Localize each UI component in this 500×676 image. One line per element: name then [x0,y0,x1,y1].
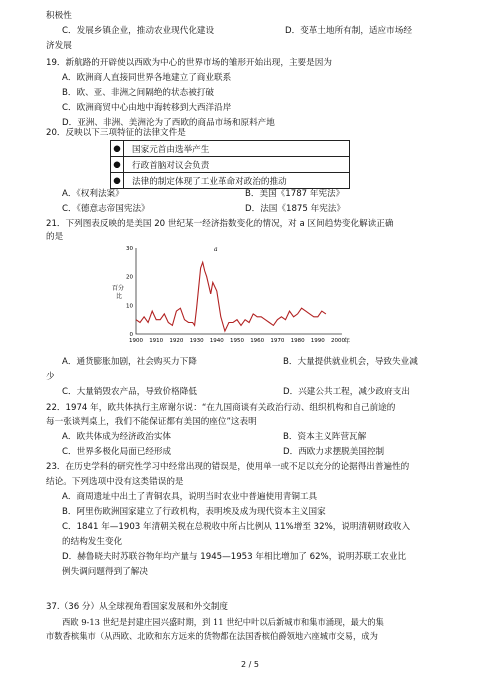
option-21b: B．大量提供就业机会，导致失业减 [283,357,418,367]
option-23b: B．阿里伤欧洲国家建立了行政机构，表明埃及成为现代资本主义国家 [62,507,326,517]
option-23c-cont: 的结构发生变化 [62,537,123,547]
option-23c: C．1841 年—1903 年清朝关税在总税收中所占比例从 11%增至 32%，说明清朝财政收入 [62,522,411,532]
page-number: 2 / 5 [241,660,259,669]
option-22c: C．世界多极化局面已经形成 [62,447,172,457]
x-tick-label: 1920 [169,338,184,344]
option-18d-cont: 济发展 [46,41,72,51]
question-23: 23．在历史学科的研究性学习中经常出现的错误是，使用单一或不足以充分的论据得出普遍性的 [46,462,410,472]
option-19b: B．欧、亚、非洲之间隔绝的状态被打破 [62,88,214,98]
option-20b: B．美国《1787 年宪法》 [245,189,345,199]
chart-ticks [126,246,345,344]
option-23d-cont: 例失调问题得到了解决 [62,567,148,577]
x-tick-label: 1980 [290,338,305,344]
option-22b: B．资本主义阵营瓦解 [283,432,367,442]
option-21a: A．通货膨胀加剧，社会购买力下降 [62,357,197,367]
option-23d: D．赫鲁晓夫时苏联谷物年均产量与 1945—1953 年相比增加了 62%，说明苏联工农业比 [62,552,407,562]
table-row: 法律的制定体现了工业革命对政治的推动 [124,173,350,189]
question-21-cont: 的是 [46,232,64,242]
y-tick-label: 0 [129,332,133,338]
x-tick-label: 2000 [331,338,345,344]
economic-index-chart [106,242,356,352]
question-23-cont: 结论。下列选项中没有这类错误的是 [46,477,184,487]
annotation-a: a [214,246,218,253]
option-23a: A．商周遗址中出土了青铜农具，说明当时农业中普遍使用青铜工具 [62,492,318,502]
option-21b-cont: 少 [46,372,55,382]
question-37: 37.（36 分）从全球视角看国家发展和外交制度 [46,602,229,612]
series-line [136,262,326,331]
y-tick-label: 30 [126,246,133,252]
question-22-cont: 每一张谈判桌上，我们不能保证都有美国的座位”这表明 [46,417,257,427]
table-row: 国家元首由选举产生 [124,141,350,157]
y-tick-label: 10 [126,303,133,310]
x-tick-label: 1900 [129,338,143,344]
bullet-icon: ● [111,141,124,157]
x-tick-label: 1910 [149,338,164,344]
option-20a: A．《权利法案》 [62,189,124,199]
table-row: 行政首脑对议会负责 [124,157,350,173]
y-tick-label: 20 [126,274,133,281]
x-tick-label: 1950 [230,338,244,344]
x-tick-label: 1970 [270,338,285,344]
option-18c: C．发展乡镇企业，推动农业现代化建设 [62,26,215,36]
x-tick-label: 1930 [189,338,204,344]
option-21c: C．大量销毁农产品，导致价格降低 [62,387,197,397]
axis-line [136,248,342,334]
bullet-icon: ● [111,173,124,189]
x-axis-unit: 年 [344,338,351,345]
option-20d: D．法国《1875 年宪法》 [245,204,345,214]
option-18d: D．变革土地所有制，适应市场经 [285,26,412,36]
option-21d: D．兴建公共工程，减少政府支出 [283,387,410,397]
passage-line: 西欧 9-13 世纪是封建庄园兴盛时期，到 11 世纪中叶以后新城市和集市涌现，最大的集 [62,617,384,627]
option-22d: D．西欧力求摆脱美国控制 [283,447,385,457]
option-19d: D．亚洲、非洲、美洲沦为了西欧的商品市场和原料产地 [62,118,275,128]
chart-axes [136,248,342,334]
bullet-icon: ● [111,157,124,173]
option-19a: A．欧洲商人直接同世界各地建立了商业联系 [62,73,232,83]
feature-table [110,140,350,189]
option-19c: C．欧洲商贸中心由地中海转移到大西洋沿岸 [62,103,232,113]
question-19: 19．新航路的开辟使以西欧为中心的世界市场的雏形开始出现，主要是因为 [46,58,332,68]
x-tick-label: 1940 [209,338,224,344]
y-axis-label: 百分 比 [112,285,125,300]
passage-line: 市数香槟集市（从西欧、北欧和东方远来的货物都在法国香槟伯爵领地六座城市交易，成为 [46,631,378,641]
question-21: 21．下列图表反映的是美国 20 世纪某一经济指数变化的情况，对 a 区间趋势变化解读正确 [46,219,394,229]
text-line: 积极性 [46,11,72,21]
question-22: 22．1974 年，欧共体执行主席谢尔说：“在九国商谈有关政治行动、组织机构和自己前途的 [46,403,396,413]
option-20c: C．《德意志帝国宪法》 [62,204,150,214]
option-22a: A．欧共体成为经济政治实体 [62,432,172,442]
x-tick-label: 1960 [250,338,265,344]
x-tick-label: 1990 [310,338,325,344]
question-20: 20．反映以下三项特征的法律文件是 [46,128,186,138]
